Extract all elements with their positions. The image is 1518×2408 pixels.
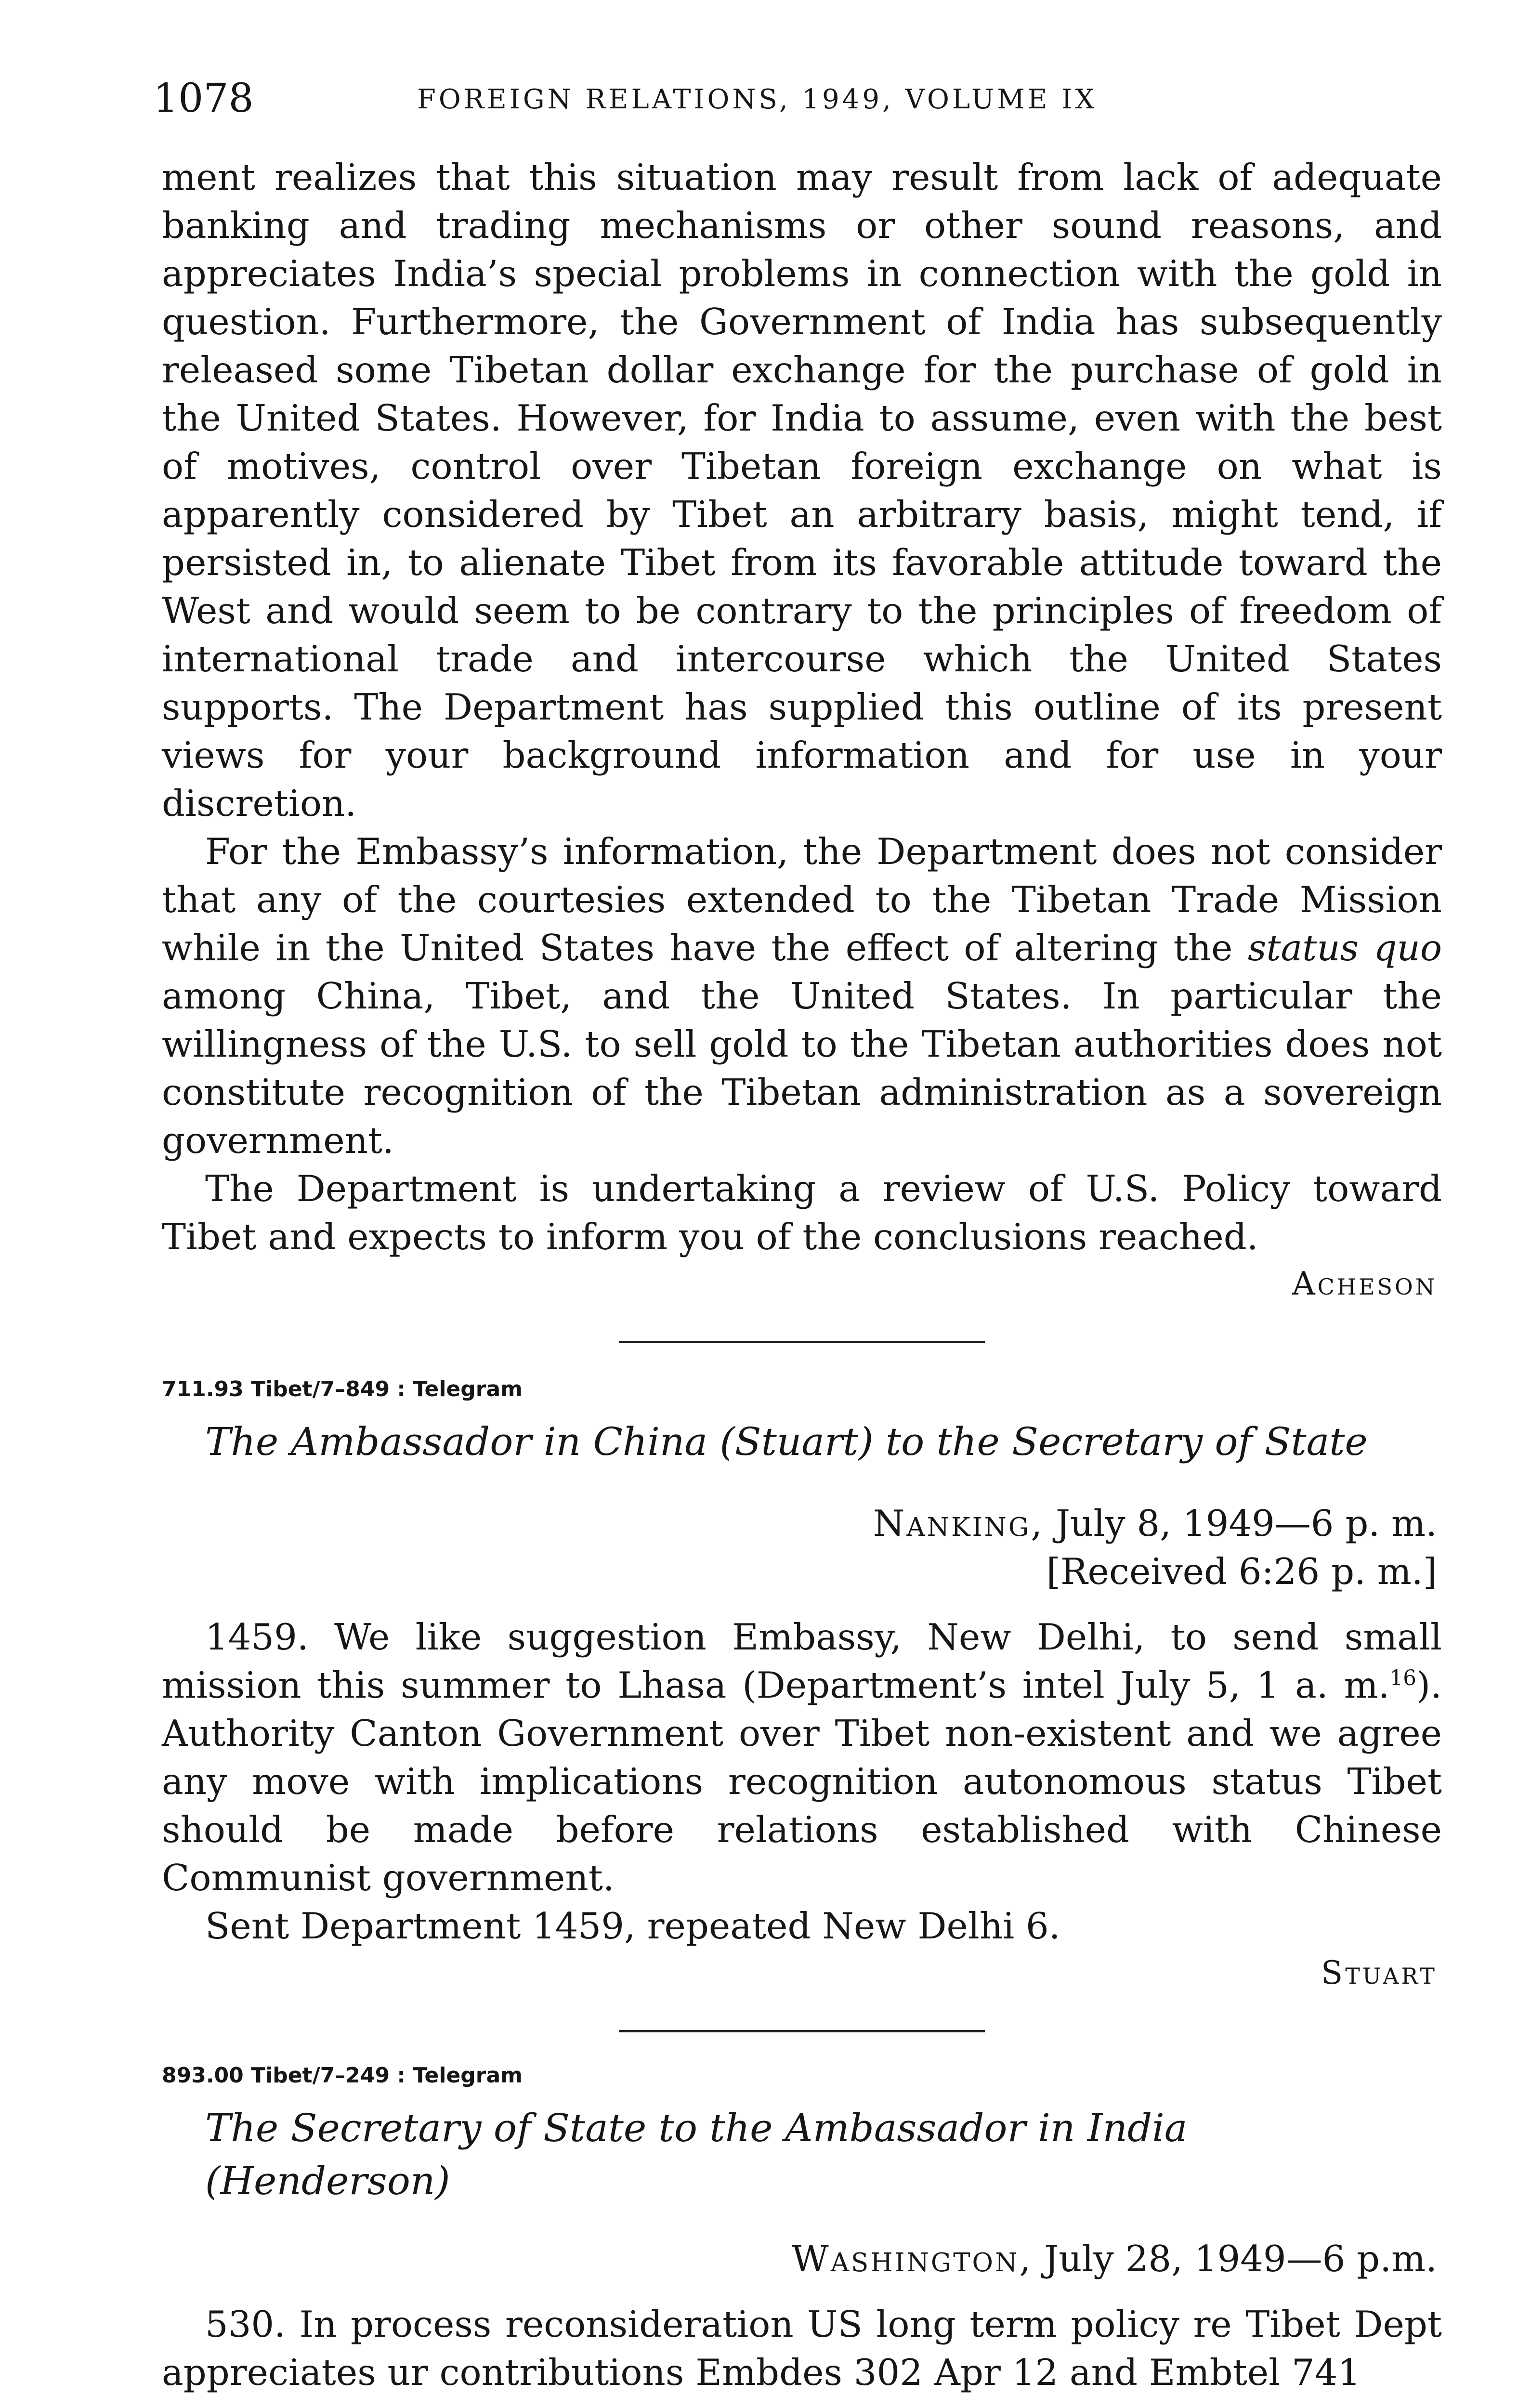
page-body — [162, 153, 1442, 2408]
doc2-title: The Ambassador in China (Stuart) to the Secretary of State — [205, 1419, 1368, 1464]
doc3-paragraph-1: 530. In process reconsideration US long term policy re Tibet Dept appreciates ur contributions Embdes 302 Apr 12 and Embtel 741 — [162, 2303, 1442, 2394]
doc2-p1-text-b: ). Authority Canton Government over Tibet non-existent and we agree any move with implications recognition autonomous status Tibet should be made before relations established with Chinese Communist government. — [162, 1664, 1442, 1899]
doc1-paragraph-1: ment realizes that this situation may result from lack of adequate banking and trading mechanisms or other sound reasons, and appreciates India’s special problems in connection with the gold in question. Furthermore, the Government of India has subsequently released some Tibetan dollar exchange for the purchase of gold in the United States. However, for India to assume, even with the best of motives, control over Tibetan foreign exchange on what is apparently considered by Tibet an arbitrary basis, might tend, if persisted in, to alienate Tibet from its favorable attitude toward the West and would seem to be contrary to the principles of freedom of international trade and intercourse which the United States supports. The Department has supplied this outline of its present views for your background information and for use in your discretion. — [162, 156, 1442, 824]
page-number: 1078 — [153, 76, 254, 121]
doc3-title: The Secretary of State to the Ambassador in India (Henderson) — [205, 2106, 1188, 2203]
doc1-paragraph-3: The Department is undertaking a review of U.S. Policy toward Tibet and expects to inform you of the conclusions reached. — [162, 1167, 1442, 1258]
doc3-place: Washington, — [791, 2238, 1033, 2280]
doc1-paragraph-2 — [162, 827, 1442, 1165]
doc2-paragraph-1 — [162, 1613, 1442, 1902]
page-header — [153, 72, 1444, 125]
doc2-dateline — [162, 1499, 1442, 1547]
footnote-reference: 16 — [1389, 1666, 1416, 1690]
doc2-file-reference: 711.93 Tibet/7–849 : Telegram — [162, 1377, 523, 1401]
doc1-p2-text-a: For the Embassy’s information, the Department does not consider that any of the courtesies extended to the Tibetan Trade Mission while in the United States have the effect of altering the — [162, 830, 1442, 969]
running-head: FOREIGN RELATIONS, 1949, VOLUME IX — [417, 84, 1098, 115]
doc2-signature: Stuart — [1321, 1954, 1437, 1991]
doc2-p1-text-a: 1459. We like suggestion Embassy, New Delhi, to send small mission this summer to Lhasa (Department’s intel July 5, 1 a. m. — [162, 1616, 1442, 1706]
doc1-signature: Acheson — [1292, 1265, 1437, 1302]
doc3-dateline — [162, 2235, 1442, 2283]
doc2-date: July 8, 1949—6 p. m. — [1055, 1502, 1437, 1544]
doc2-paragraph-2: Sent Department 1459, repeated New Delhi 6. — [205, 1905, 1060, 1947]
doc2-place: Nanking, — [873, 1502, 1045, 1544]
doc1-p2-italic: status quo — [1247, 927, 1442, 969]
doc2-received: [Received 6:26 p. m.] — [1046, 1550, 1437, 1593]
doc1-p2-text-b: among China, Tibet, and the United States. In particular the willingness of the U.S. to sell gold to the Tibetan authorities does not constitute recognition of the Tibetan administration as a sovereign government. — [162, 975, 1442, 1162]
doc3-file-reference: 893.00 Tibet/7–249 : Telegram — [162, 2063, 523, 2088]
doc3-date: July 28, 1949—6 p.m. — [1044, 2238, 1437, 2280]
